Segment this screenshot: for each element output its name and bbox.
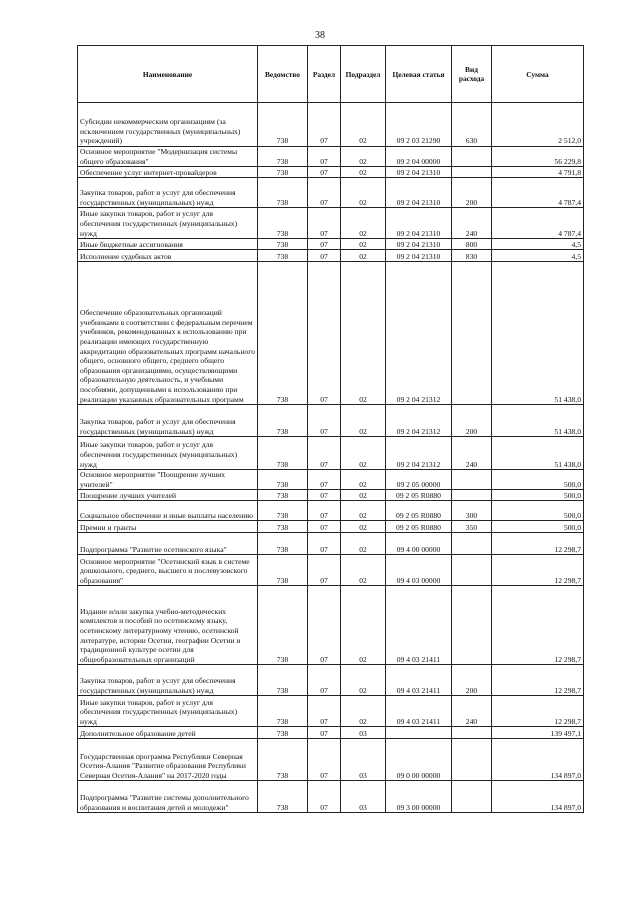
table-row bbox=[78, 727, 584, 739]
row-section-cell: 07 bbox=[308, 739, 341, 781]
row-amount-cell: 134 897,0 bbox=[492, 739, 584, 781]
row-section-cell: 07 bbox=[308, 103, 341, 147]
table-row bbox=[78, 147, 584, 167]
row-name-cell: Дополнительное образование детей bbox=[78, 727, 258, 739]
row-target-article-cell: 09 2 04 21312 bbox=[386, 437, 452, 470]
row-amount-cell: 12 298,7 bbox=[492, 533, 584, 555]
row-expense-type-cell: 630 bbox=[452, 103, 492, 147]
column-header-target-article: Целевая статья bbox=[386, 46, 452, 103]
row-section-cell: 07 bbox=[308, 555, 341, 586]
row-expense-type-cell bbox=[452, 727, 492, 739]
row-expense-type-cell: 200 bbox=[452, 665, 492, 696]
table-header-row bbox=[78, 46, 584, 103]
row-section-cell: 07 bbox=[308, 665, 341, 696]
row-name-cell: Иные бюджетные ассигнования bbox=[78, 239, 258, 250]
column-header-expense-type: Вид расхода bbox=[452, 46, 492, 103]
row-name-cell: Премии и гранты bbox=[78, 521, 258, 533]
row-subsection-cell: 02 bbox=[341, 533, 386, 555]
row-section-cell: 07 bbox=[308, 178, 341, 208]
column-header-subsection: Подраздел bbox=[341, 46, 386, 103]
row-department-cell: 738 bbox=[258, 103, 308, 147]
row-subsection-cell: 02 bbox=[341, 470, 386, 490]
row-name-cell: Иные закупки товаров, работ и услуг для обеспечения государственных (муниципальных) нужд bbox=[78, 437, 258, 470]
row-target-article-cell: 09 2 04 21310 bbox=[386, 208, 452, 239]
row-amount-cell: 2 512,0 bbox=[492, 103, 584, 147]
row-amount-cell: 12 298,7 bbox=[492, 665, 584, 696]
row-amount-cell: 12 298,7 bbox=[492, 696, 584, 727]
table-row bbox=[78, 501, 584, 521]
table-row bbox=[78, 586, 584, 665]
row-name-cell: Основное мероприятие "Осетинский язык в системе дошкольного, среднего, высшего и послевузовского образования" bbox=[78, 555, 258, 586]
row-expense-type-cell: 830 bbox=[452, 250, 492, 262]
row-section-cell: 07 bbox=[308, 533, 341, 555]
row-amount-cell: 12 298,7 bbox=[492, 555, 584, 586]
row-section-cell: 07 bbox=[308, 696, 341, 727]
table-row bbox=[78, 781, 584, 813]
row-expense-type-cell bbox=[452, 147, 492, 167]
row-department-cell: 738 bbox=[258, 239, 308, 250]
row-subsection-cell: 02 bbox=[341, 250, 386, 262]
row-name-cell: Обеспечение образовательных организаций учебниками в соответствии с федеральным перечнем учебников, рекомендованных к использованию при реализации имеющих государственную аккредитацию образовательных программ начального общего, основного общего, среднего общего образования организациями, осуществляющими образовательную деятельность, и учебными пособиями, допущенными к использованию при реализации указанных образовательных программ bbox=[78, 262, 258, 405]
row-amount-cell: 4 787,4 bbox=[492, 178, 584, 208]
row-subsection-cell: 02 bbox=[341, 178, 386, 208]
row-name-cell: Подпрограмма "Развитие осетинского языка" bbox=[78, 533, 258, 555]
row-expense-type-cell: 800 bbox=[452, 239, 492, 250]
table-row bbox=[78, 437, 584, 470]
row-expense-type-cell bbox=[452, 262, 492, 405]
row-amount-cell: 500,0 bbox=[492, 501, 584, 521]
row-name-cell: Иные закупки товаров, работ и услуг для обеспечения государственных (муниципальных) нужд bbox=[78, 696, 258, 727]
row-subsection-cell: 02 bbox=[341, 239, 386, 250]
row-name-cell: Подпрограмма "Развитие системы дополнительного образования и воспитания детей и молодежи" bbox=[78, 781, 258, 813]
row-section-cell: 07 bbox=[308, 208, 341, 239]
table-row bbox=[78, 665, 584, 696]
table-row bbox=[78, 262, 584, 405]
row-department-cell: 738 bbox=[258, 250, 308, 262]
table-row bbox=[78, 490, 584, 501]
table-row bbox=[78, 739, 584, 781]
row-name-cell: Обеспечение услуг интернет-провайдеров bbox=[78, 167, 258, 178]
row-department-cell: 738 bbox=[258, 437, 308, 470]
table-row bbox=[78, 239, 584, 250]
row-subsection-cell: 03 bbox=[341, 739, 386, 781]
row-name-cell: Основное мероприятие "Модернизация системы общего образования" bbox=[78, 147, 258, 167]
row-target-article-cell: 09 2 05 R0880 bbox=[386, 501, 452, 521]
row-name-cell: Социальное обеспечение и иные выплаты населению bbox=[78, 501, 258, 521]
row-department-cell: 738 bbox=[258, 739, 308, 781]
column-header-name: Наименование bbox=[78, 46, 258, 103]
row-target-article-cell: 09 2 04 21310 bbox=[386, 178, 452, 208]
row-amount-cell: 51 438,0 bbox=[492, 437, 584, 470]
table-row bbox=[78, 533, 584, 555]
row-subsection-cell: 03 bbox=[341, 727, 386, 739]
row-amount-cell: 56 229,8 bbox=[492, 147, 584, 167]
row-name-cell: Закупка товаров, работ и услуг для обеспечения государственных (муниципальных) нужд bbox=[78, 405, 258, 437]
table-row bbox=[78, 696, 584, 727]
row-name-cell: Основное мероприятие "Поощрение лучших учителей" bbox=[78, 470, 258, 490]
row-target-article-cell: 09 4 03 21411 bbox=[386, 586, 452, 665]
row-name-cell: Субсидии некоммерческим организациям (за исключением государственных (муниципальных) учреждений) bbox=[78, 103, 258, 147]
row-subsection-cell: 02 bbox=[341, 490, 386, 501]
row-expense-type-cell: 300 bbox=[452, 501, 492, 521]
table-row bbox=[78, 103, 584, 147]
row-department-cell: 738 bbox=[258, 727, 308, 739]
row-amount-cell: 12 298,7 bbox=[492, 586, 584, 665]
row-section-cell: 07 bbox=[308, 470, 341, 490]
row-amount-cell: 51 438,0 bbox=[492, 405, 584, 437]
row-target-article-cell: 09 0 00 00000 bbox=[386, 739, 452, 781]
row-amount-cell: 500,0 bbox=[492, 490, 584, 501]
row-expense-type-cell: 350 bbox=[452, 521, 492, 533]
table-row bbox=[78, 178, 584, 208]
row-expense-type-cell bbox=[452, 533, 492, 555]
row-section-cell: 07 bbox=[308, 405, 341, 437]
page-number: 38 bbox=[315, 30, 325, 41]
row-expense-type-cell: 240 bbox=[452, 437, 492, 470]
table-row bbox=[78, 521, 584, 533]
row-amount-cell: 4,5 bbox=[492, 250, 584, 262]
row-department-cell: 738 bbox=[258, 405, 308, 437]
row-section-cell: 07 bbox=[308, 586, 341, 665]
row-department-cell: 738 bbox=[258, 555, 308, 586]
table-row bbox=[78, 250, 584, 262]
row-department-cell: 738 bbox=[258, 490, 308, 501]
row-subsection-cell: 02 bbox=[341, 586, 386, 665]
row-target-article-cell: 09 2 05 00000 bbox=[386, 470, 452, 490]
row-target-article-cell: 09 4 00 00000 bbox=[386, 533, 452, 555]
row-target-article-cell: 09 4 03 21411 bbox=[386, 665, 452, 696]
row-section-cell: 07 bbox=[308, 262, 341, 405]
row-section-cell: 07 bbox=[308, 239, 341, 250]
row-target-article-cell: 09 2 04 21310 bbox=[386, 239, 452, 250]
row-department-cell: 738 bbox=[258, 533, 308, 555]
column-header-amount: Сумма bbox=[492, 46, 584, 103]
row-subsection-cell: 02 bbox=[341, 665, 386, 696]
budget-table bbox=[77, 45, 584, 813]
row-name-cell: Исполнение судебных актов bbox=[78, 250, 258, 262]
row-section-cell: 07 bbox=[308, 521, 341, 533]
row-expense-type-cell bbox=[452, 739, 492, 781]
row-amount-cell: 4 791,8 bbox=[492, 167, 584, 178]
row-department-cell: 738 bbox=[258, 208, 308, 239]
row-expense-type-cell bbox=[452, 490, 492, 501]
row-expense-type-cell bbox=[452, 555, 492, 586]
row-subsection-cell: 02 bbox=[341, 696, 386, 727]
row-expense-type-cell: 200 bbox=[452, 178, 492, 208]
row-name-cell: Государственная программа Республики Северная Осетия-Алания "Развитие образования Республики Северная Осетия-Алания" на 2017-2020 годы bbox=[78, 739, 258, 781]
row-section-cell: 07 bbox=[308, 501, 341, 521]
row-expense-type-cell bbox=[452, 781, 492, 813]
row-department-cell: 738 bbox=[258, 178, 308, 208]
row-department-cell: 738 bbox=[258, 167, 308, 178]
row-section-cell: 07 bbox=[308, 781, 341, 813]
row-amount-cell: 134 897,0 bbox=[492, 781, 584, 813]
row-expense-type-cell: 200 bbox=[452, 405, 492, 437]
row-expense-type-cell bbox=[452, 470, 492, 490]
row-name-cell: Поощрение лучших учителей bbox=[78, 490, 258, 501]
row-department-cell: 738 bbox=[258, 147, 308, 167]
row-subsection-cell: 03 bbox=[341, 781, 386, 813]
row-target-article-cell: 09 2 05 R0880 bbox=[386, 521, 452, 533]
row-name-cell: Закупка товаров, работ и услуг для обеспечения государственных (муниципальных) нужд bbox=[78, 178, 258, 208]
row-subsection-cell: 02 bbox=[341, 167, 386, 178]
row-target-article-cell bbox=[386, 727, 452, 739]
row-target-article-cell: 09 2 04 21312 bbox=[386, 405, 452, 437]
row-expense-type-cell bbox=[452, 167, 492, 178]
row-subsection-cell: 02 bbox=[341, 147, 386, 167]
row-target-article-cell: 09 2 05 R0880 bbox=[386, 490, 452, 501]
row-department-cell: 738 bbox=[258, 781, 308, 813]
table-row bbox=[78, 167, 584, 178]
row-subsection-cell: 02 bbox=[341, 262, 386, 405]
row-section-cell: 07 bbox=[308, 727, 341, 739]
row-subsection-cell: 02 bbox=[341, 501, 386, 521]
table-row bbox=[78, 470, 584, 490]
row-target-article-cell: 09 2 04 21312 bbox=[386, 262, 452, 405]
row-target-article-cell: 09 2 03 21290 bbox=[386, 103, 452, 147]
row-subsection-cell: 02 bbox=[341, 208, 386, 239]
row-department-cell: 738 bbox=[258, 501, 308, 521]
row-expense-type-cell: 240 bbox=[452, 208, 492, 239]
row-subsection-cell: 02 bbox=[341, 521, 386, 533]
column-header-section: Раздел bbox=[308, 46, 341, 103]
row-amount-cell: 51 438,0 bbox=[492, 262, 584, 405]
row-target-article-cell: 09 2 04 21310 bbox=[386, 250, 452, 262]
row-section-cell: 07 bbox=[308, 490, 341, 501]
row-department-cell: 738 bbox=[258, 665, 308, 696]
row-name-cell: Иные закупки товаров, работ и услуг для обеспечения государственных (муниципальных) нужд bbox=[78, 208, 258, 239]
row-target-article-cell: 09 2 04 21310 bbox=[386, 167, 452, 178]
row-target-article-cell: 09 3 00 00000 bbox=[386, 781, 452, 813]
row-department-cell: 738 bbox=[258, 521, 308, 533]
row-target-article-cell: 09 4 03 00000 bbox=[386, 555, 452, 586]
row-amount-cell: 500,0 bbox=[492, 470, 584, 490]
row-department-cell: 738 bbox=[258, 262, 308, 405]
row-department-cell: 738 bbox=[258, 586, 308, 665]
table-row bbox=[78, 555, 584, 586]
row-expense-type-cell bbox=[452, 586, 492, 665]
row-department-cell: 738 bbox=[258, 470, 308, 490]
row-subsection-cell: 02 bbox=[341, 103, 386, 147]
row-amount-cell: 4 787,4 bbox=[492, 208, 584, 239]
row-target-article-cell: 09 4 03 21411 bbox=[386, 696, 452, 727]
row-target-article-cell: 09 2 04 00000 bbox=[386, 147, 452, 167]
row-section-cell: 07 bbox=[308, 167, 341, 178]
table-row bbox=[78, 405, 584, 437]
row-amount-cell: 4,5 bbox=[492, 239, 584, 250]
row-amount-cell: 139 497,1 bbox=[492, 727, 584, 739]
table-row bbox=[78, 208, 584, 239]
row-name-cell: Издание и/или закупка учебно-методических комплектов и пособий по осетинскому языку, осетинскому литературному чтению, осетинской литературе, истории Осетии, географии Осетии и традиционной культуре осетин для общеобразовательных организаций bbox=[78, 586, 258, 665]
column-header-department: Ведомство bbox=[258, 46, 308, 103]
row-subsection-cell: 02 bbox=[341, 405, 386, 437]
row-subsection-cell: 02 bbox=[341, 555, 386, 586]
row-amount-cell: 500,0 bbox=[492, 521, 584, 533]
row-expense-type-cell: 240 bbox=[452, 696, 492, 727]
row-section-cell: 07 bbox=[308, 250, 341, 262]
row-department-cell: 738 bbox=[258, 696, 308, 727]
row-name-cell: Закупка товаров, работ и услуг для обеспечения государственных (муниципальных) нужд bbox=[78, 665, 258, 696]
row-section-cell: 07 bbox=[308, 147, 341, 167]
row-section-cell: 07 bbox=[308, 437, 341, 470]
row-subsection-cell: 02 bbox=[341, 437, 386, 470]
